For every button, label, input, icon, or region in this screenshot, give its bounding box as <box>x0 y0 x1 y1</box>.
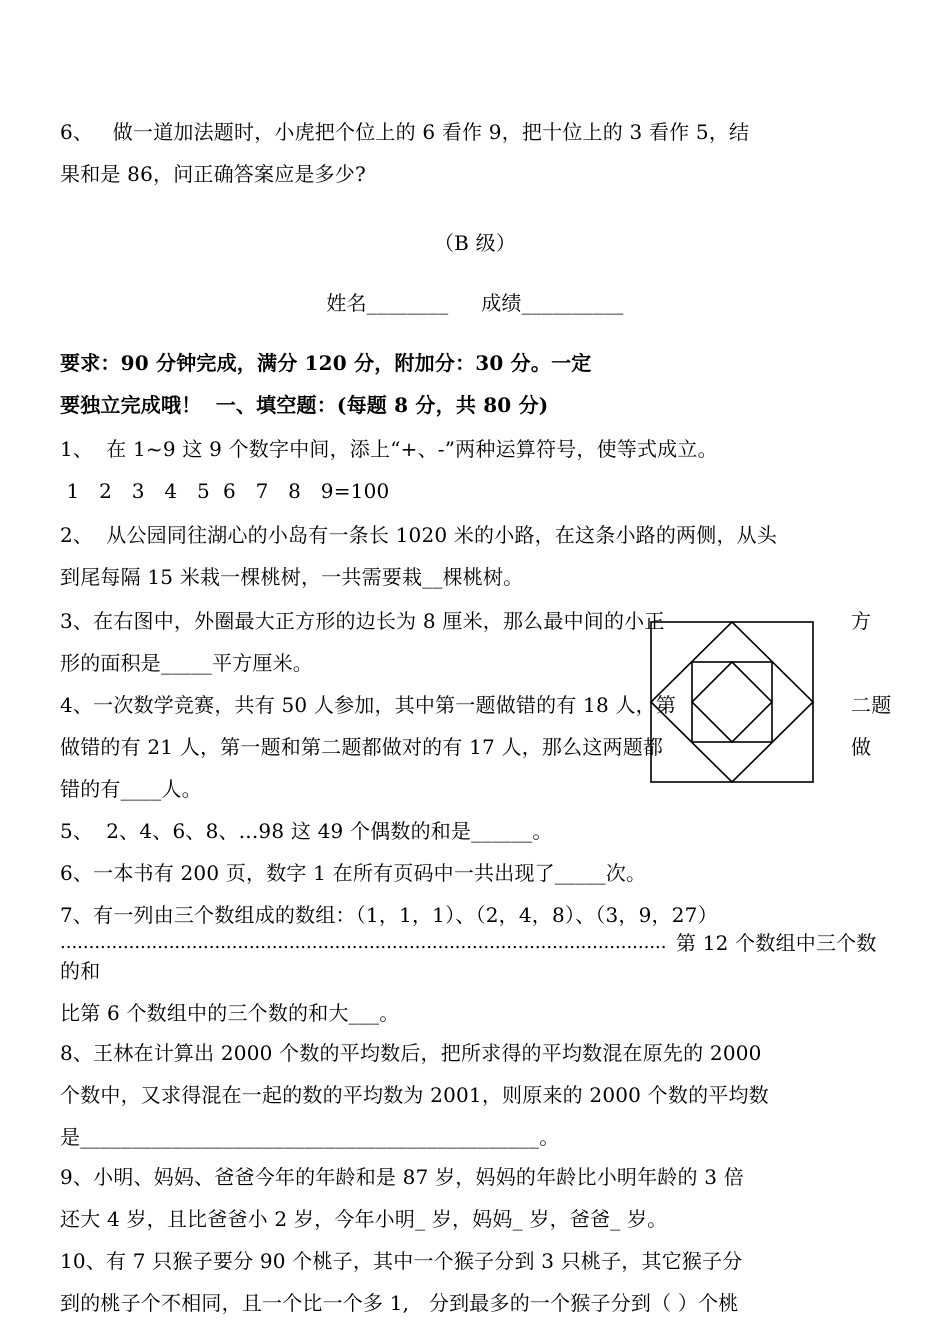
q1-line2: 1 2 3 4 5 6 7 8 9=100 <box>60 479 390 503</box>
q2-line2: 到尾每隔 15 米栽一棵桃树，一共需要栽__棵桃树。 <box>60 565 524 589</box>
q8-line3: 是_____________________________________________。 <box>60 1125 560 1149</box>
q7-line3: 的和 <box>60 959 101 983</box>
prev-q6-line1: 6、 做一道加法题时，小虎把个位上的 6 看作 9，把十位上的 3 看作 5，结 <box>60 120 750 144</box>
q4-line2-end: 做 <box>851 735 872 759</box>
q8-line2: 个数中，又求得混在一起的数的平均数为 2001，则原来的 2000 个数的平均数 <box>60 1083 769 1107</box>
q9-line2: 还大 4 岁，且比爸爸小 2 岁，今年小明_ 岁，妈妈_ 岁，爸爸_ 岁。 <box>60 1207 668 1231</box>
section-title: （B 级） <box>433 231 517 255</box>
q1-line1: 1、 在 1~9 这 9 个数字中间，添上“+、-”两种运算符号，使等式成立。 <box>60 437 718 461</box>
prev-q6-line2: 果和是 86，问正确答案应是多少? <box>60 162 366 186</box>
q10-line1: 10、有 7 只猴子要分 90 个桃子，其中一个猴子分到 3 只桃子，其它猴子分 <box>60 1249 743 1273</box>
q4-line3: 错的有____人。 <box>60 777 202 801</box>
q4-line1: 4、一次数学竞赛，共有 50 人参加，其中第一题做错的有 18 人，第 <box>60 693 677 717</box>
q3-line1-end: 方 <box>851 609 872 633</box>
requirement-line1: 要求：90 分钟完成，满分 120 分，附加分：30 分。一定 <box>60 351 592 375</box>
q7-dots: .......................................................................................................... <box>60 932 667 953</box>
q3-line1: 3、在右图中，外圈最大正方形的边长为 8 厘米，那么最中间的小正 <box>60 609 665 633</box>
q2-line1: 2、 从公园同往湖心的小岛有一条长 1020 米的小路，在这条小路的两侧，从头 <box>60 523 778 547</box>
q9-line1: 9、小明、妈妈、爸爸今年的年龄和是 87 岁，妈妈的年龄比小明年龄的 3 倍 <box>60 1165 744 1189</box>
q6-line: 6、一本书有 200 页，数字 1 在所有页码中一共出现了_____次。 <box>60 861 647 885</box>
innermost-square <box>692 662 772 742</box>
q4-line1-end: 二题 <box>851 693 892 717</box>
middle-square <box>692 662 772 742</box>
requirement-line2: 要独立完成哦！ 一、填空题：(每题 8 分，共 80 分) <box>60 393 549 417</box>
q10-line2: 到的桃子个不相同，且一个比一个多 1, 分到最多的一个猴子分到（ ）个桃 <box>60 1291 739 1315</box>
q7-line2-text: 第 12 个数组中三个数 <box>676 931 877 955</box>
q8-line1: 8、王林在计算出 2000 个数的平均数后，把所求得的平均数混在原先的 2000 <box>60 1041 762 1065</box>
q7-line4: 比第 6 个数组中的三个数的和大___。 <box>60 1001 400 1025</box>
q7-line1: 7、有一列由三个数组成的数组：（1，1，1）、（2，4，8）、（3，9，27） <box>60 903 718 927</box>
q4-line2: 做错的有 21 人，第一题和第二题都做对的有 17 人，那么这两题都 <box>60 735 664 759</box>
q5-line: 5、 2、4、6、8、...98 这 49 个偶数的和是______。 <box>60 819 553 843</box>
q3-line2: 形的面积是_____平方厘米。 <box>60 651 313 675</box>
name-score-row: 姓名________ 成绩__________ <box>326 291 624 315</box>
